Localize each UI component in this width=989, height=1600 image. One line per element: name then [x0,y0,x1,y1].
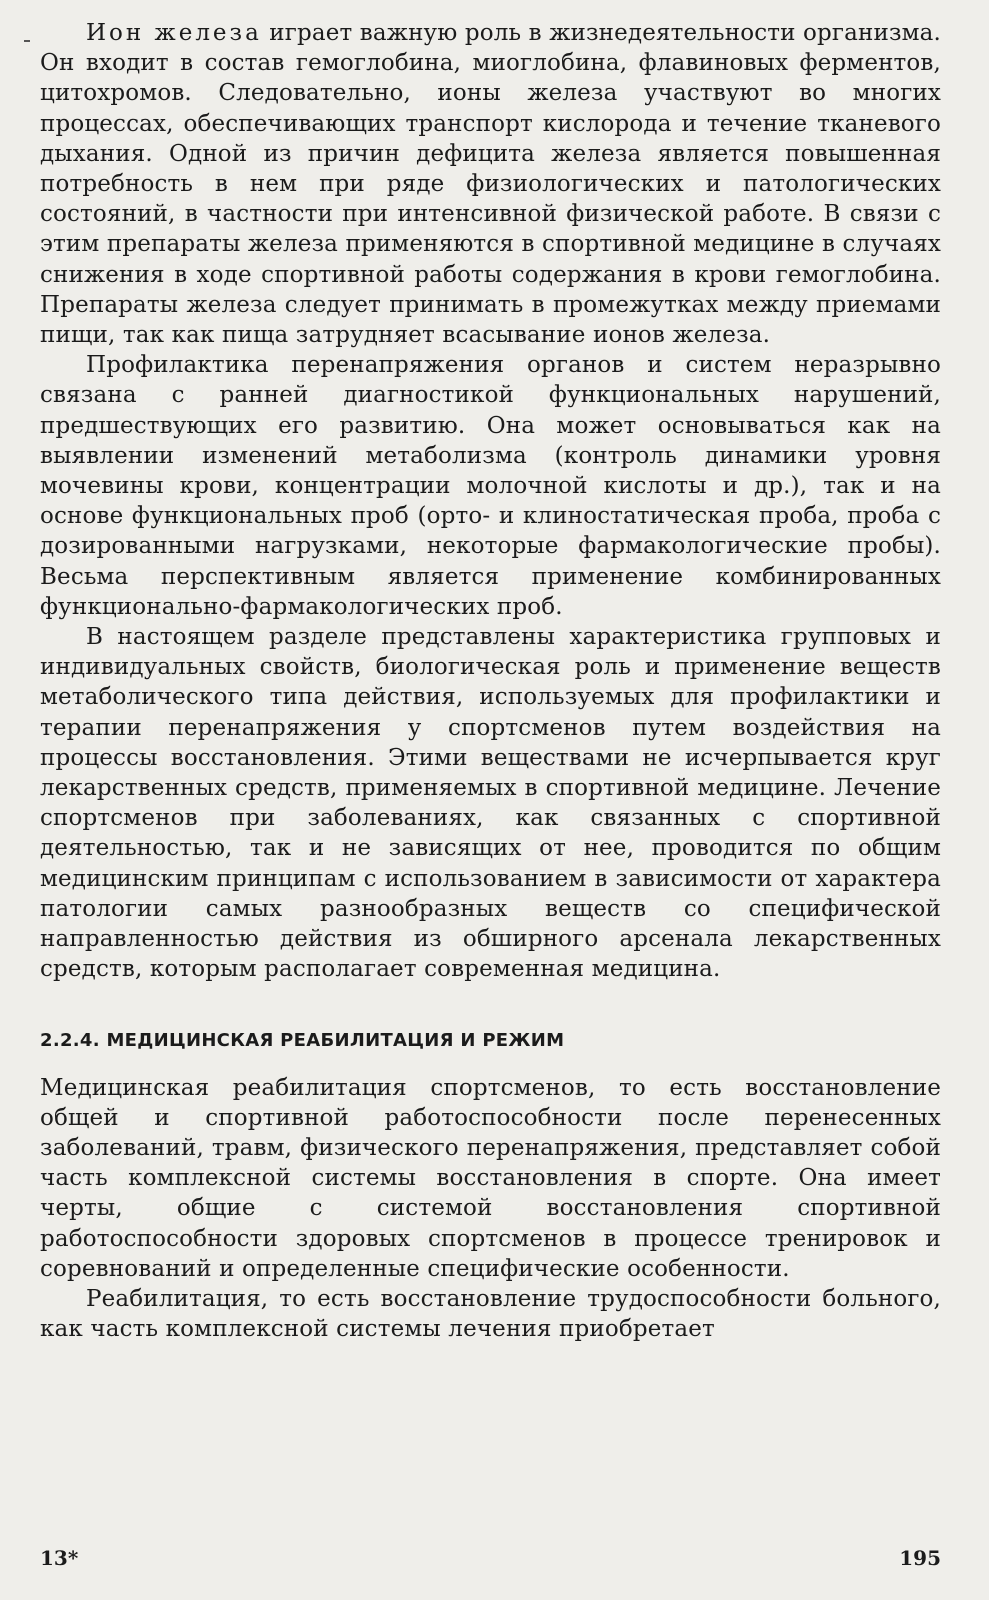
paragraph-text: играет важную роль в жизнедеятельности организма. Он входит в состав гемоглобина, миоглобина, флавиновых ферментов, цитохромов. Следовательно, ионы железа участвуют во многих процессах, обеспечивающих транспорт кислорода и течение тканевого дыхания. Одной из причин дефицита железа является повышенная потребность в нем при ряде физиологических и патологических состояний, в частности при интенсивной физической работе. В связи с этим препараты железа применяются в спортивной медицине в случаях снижения в ходе спортивной работы содержания в крови гемоглобина. Препараты железа следует принимать в промежутках между приемами пищи, так как пища затрудняет всасывание ионов железа. [40,20,942,349]
paragraph-medical-rehabilitation: Медицинская реабилитация спортсменов, то есть восстановление общей и спортивной работоспособности после перенесенных заболеваний, травм, физического перенапряжения, представляет собой часть комплексной системы восстановления в спорте. Она имеет черты, общие с системой восстановления спортивной работоспособности здоровых спортсменов в процессе тренировок и соревнований и определенные специфические особенности. [40,1074,941,1282]
signature-mark: 13* [40,1546,79,1570]
paragraph-iron-ion [40,18,941,350]
page-number: 195 [899,1546,941,1570]
paragraph-lead-spaced: Ион железа [86,20,262,46]
paragraph-rehabilitation: Реабилитация, то есть восстановление трудоспособности больного, как часть комплексной системы лечения приобретает [40,1285,941,1343]
margin-mark [24,40,30,42]
section-heading: 2.2.4. МЕДИЦИНСКАЯ РЕАБИЛИТАЦИЯ И РЕЖИМ [40,1029,565,1051]
paragraph-prophylaxis: Профилактика перенапряжения органов и систем неразрывно связана с ранней диагностикой функциональных нарушений, предшествующих его развитию. Она может основываться как на выявлении изменений метаболизма (контроль динамики уровня мочевины крови, концентрации молочной кислоты и др.), так и на основе функциональных проб (орто- и клиностатическая проба, проба с дозированными нагрузками, некоторые фармакологические пробы). Весьма перспективным является применение комбинированных функционально-фармакологических проб. [40,352,941,620]
paragraph-section-overview: В настоящем разделе представлены характеристика групповых и индивидуальных свойств, биологическая роль и применение веществ метаболического типа действия, используемых для профилактики и терапии перенапряжения у спортсменов путем воздействия на процессы восстановления. Этими веществами не исчерпывается круг лекарственных средств, применяемых в спортивной медицине. Лечение спортсменов при заболеваниях, как связанных с спортивной деятельностью, так и не зависящих от нее, проводится по общим медицинским принципам с использованием в зависимости от характера патологии самых разнообразных веществ со специфической направленностью действия из обширного арсенала лекарственных средств, которым располагает современная медицина. [40,624,941,983]
